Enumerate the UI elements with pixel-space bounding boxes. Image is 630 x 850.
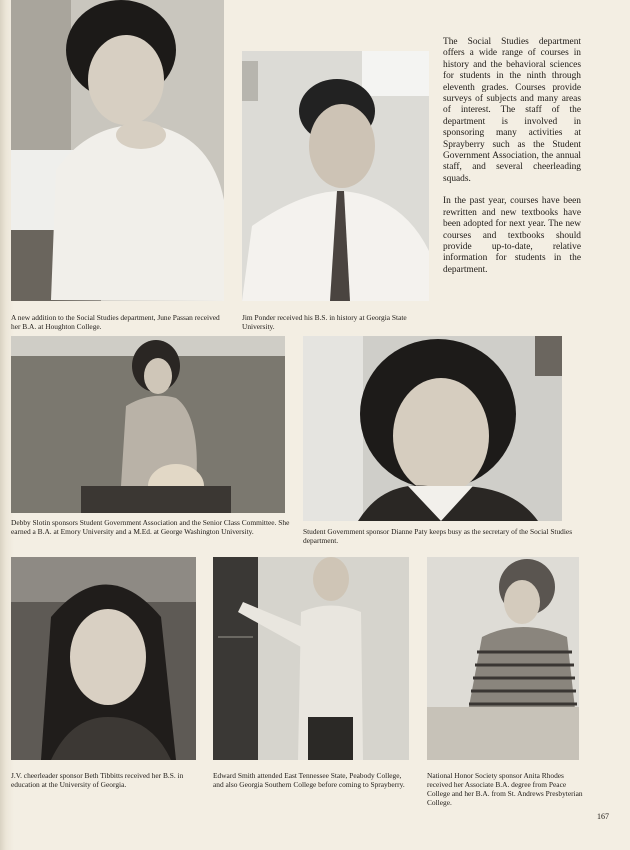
photo-june-passan xyxy=(11,0,224,301)
intro-text xyxy=(443,37,581,287)
photo-beth-tibbitts xyxy=(11,557,196,760)
caption-debby-slotin: Debby Slotin sponsors Student Government Association and the Senior Class Committee. She earned a B.A. at Emory University and a M.Ed. at George Washington University. xyxy=(11,518,290,536)
photo-jim-ponder xyxy=(242,51,429,301)
caption-edward-smith: Edward Smith attended East Tennessee State, Peabody College, and also Georgia Southern College before coming to Sprayberry. xyxy=(213,771,405,789)
photo-anita-rhodes xyxy=(427,557,579,760)
caption-beth-tibbitts: J.V. cheerleader sponsor Beth Tibbitts received her B.S. in education at the University of Georgia. xyxy=(11,771,184,789)
intro-paragraph-2: In the past year, courses have been rewritten and new textbooks have been adopted for next year. The new courses and textbooks should provide up-to-date, relative information for students in the department. xyxy=(443,196,581,275)
page-number: 167 xyxy=(597,812,609,821)
photo-dianne-paty xyxy=(303,336,562,521)
caption-june-passan: A new addition to the Social Studies department, June Passan received her B.A. at Houghton College. xyxy=(11,313,220,331)
caption-dianne-paty: Student Government sponsor Dianne Paty keeps busy as the secretary of the Social Studies department. xyxy=(303,527,573,545)
caption-jim-ponder: Jim Ponder received his B.S. in history at Georgia State University. xyxy=(242,313,407,331)
caption-anita-rhodes: National Honor Society sponsor Anita Rhodes received her Associate B.A. degree from Peace College and her B.A. from St. Andrews Presbyterian College. xyxy=(427,771,583,807)
photo-debby-slotin xyxy=(11,336,285,513)
intro-paragraph-1: The Social Studies department offers a wide range of courses in history and the behavioral sciences for students in the ninth through eleventh grades. Courses provide surveys of subjects and many areas of interest. The staff of the department is involved in sponsoring many activities at Sprayberry such as the Student Government Association, the annual staff, and several cheerleading squads. xyxy=(443,37,581,184)
photo-edward-smith xyxy=(213,557,409,760)
